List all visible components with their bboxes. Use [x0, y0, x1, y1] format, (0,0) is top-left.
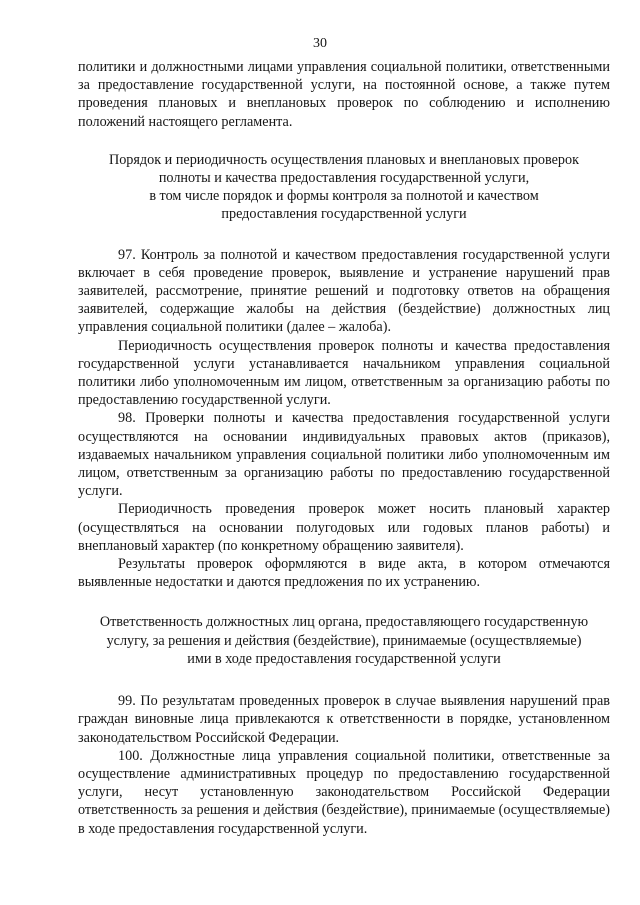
heading-line: в том числе порядок и формы контроля за полнотой и качеством	[149, 188, 539, 205]
heading-line: услугу, за решения и действия (бездействие), принимаемые (осуществляемые)	[106, 632, 582, 649]
paragraph-100: 100. Должностные лица управления социальной политики, ответственные за осуществление административных процедур по предоставлению государственной услуги, несут установленную законодательством Российской Федерации ответственность за решения и действия (бездействие), принимаемые (осуществляемые) в ходе предоставления государственной услуги.	[78, 747, 610, 837]
heading-line: ими в ходе предоставления государственной услуги	[187, 650, 501, 667]
intro-paragraph: политики и должностными лицами управления социальной политики, ответственными за предоставление государственной услуги, на постоянной основе, а также путем проведения плановых и внеплановых проверок по соблюдению и исполнению положений настоящего регламента.	[78, 59, 610, 130]
paragraph-inspection-frequency: Периодичность осуществления проверок полноты и качества предоставления государственной услуги устанавливается начальником управления социальной политики либо уполномоченным им лицом, ответственным за организацию работы по предоставлению государственной услуги.	[78, 337, 610, 409]
paragraph-98: 98. Проверки полноты и качества предоставления государственной услуги осуществляются на основании индивидуальных правовых актов (приказов), издаваемых начальником управления социальной политики либо уполномоченным им лицом, ответственным за организацию работы по предоставлению государственной услуги.	[78, 410, 610, 500]
document-body	[78, 58, 610, 838]
paragraph-99: 99. По результатам проведенных проверок в случае выявления нарушений прав граждан виновные лица привлекаются к ответственности в порядке, установленном законодательством Российской Федерации.	[78, 693, 610, 746]
heading-line: Ответственность должностных лиц органа, предоставляющего государственную	[99, 614, 589, 631]
section-heading-responsibility	[78, 613, 610, 668]
heading-line: полноты и качества предоставления государственной услуги,	[158, 170, 530, 187]
page-number: 30	[313, 36, 327, 51]
heading-line: предоставления государственной услуги	[221, 206, 467, 223]
section-heading-inspections	[78, 151, 610, 224]
paragraph-inspection-character: Периодичность проведения проверок может носить плановый характер (осуществляться на основании полугодовых или годовых планов работы) и внеплановый характер (по конкретному обращению заявителя).	[78, 501, 610, 554]
paragraph-97: 97. Контроль за полнотой и качеством предоставления государственной услуги включает в себя проведение проверок, выявление и устранение нарушений прав заявителей, рассмотрение, принятие решений и подготовку ответов на обращения заявителей, содержащие жалобы на действия (бездействие) должностных лиц управления социальной политики (далее – жалоба).	[78, 246, 610, 336]
paragraph-inspection-results: Результаты проверок оформляются в виде акта, в котором отмечаются выявленные недостатки и даются предложения по их устранению.	[78, 556, 610, 591]
heading-line: Порядок и периодичность осуществления плановых и внеплановых проверок	[108, 151, 580, 168]
